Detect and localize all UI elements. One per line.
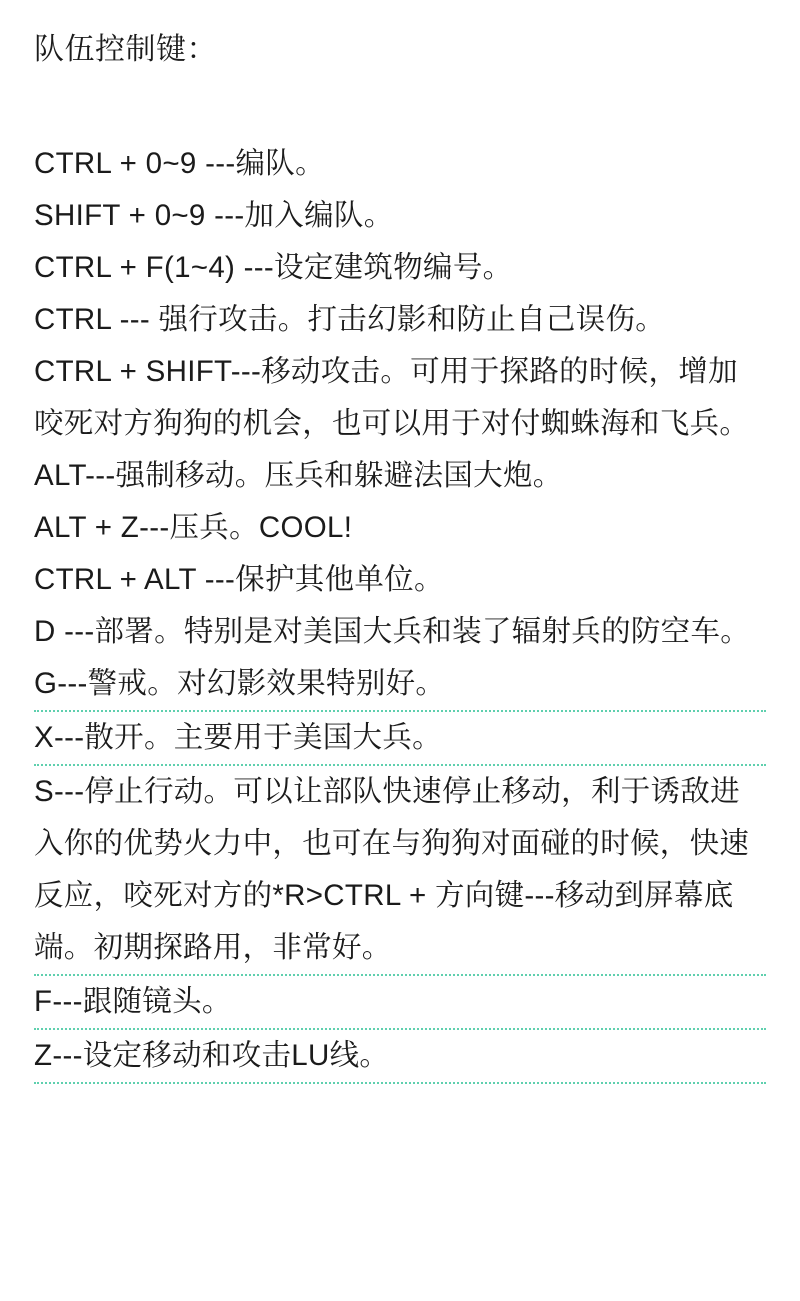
page-title: 队伍控制键： bbox=[34, 33, 217, 66]
list-item: X---散开。主要用于美国大兵。 bbox=[34, 712, 766, 766]
list-item: ALT + Z---压兵。COOL! bbox=[34, 511, 353, 544]
list-item: F---跟随镜头。 bbox=[34, 976, 766, 1030]
list-item: CTRL + SHIFT---移动攻击。可用于探路的时候，增加咬死对方狗狗的机会，也可以用于对付蜘蛛海和飞兵。 bbox=[34, 355, 750, 440]
list-item: CTRL + 0~9 ---编队。 bbox=[34, 147, 325, 180]
list-item: D ---部署。特别是对美国大兵和装了辐射兵的防空车。 bbox=[34, 615, 751, 648]
list-item: S---停止行动。可以让部队快速停止移动，利于诱敌进入你的优势火力中，也可在与狗狗对面碰的时候，快速反应，咬死对方的*R>CTRL + 方向键---移动到屏幕底端。初期探路用，非常好。 bbox=[34, 766, 766, 976]
list-item: Z---设定移动和攻击LU线。 bbox=[34, 1030, 766, 1084]
list-item: CTRL + F(1~4) ---设定建筑物编号。 bbox=[34, 251, 513, 284]
list-item: SHIFT + 0~9 ---加入编队。 bbox=[34, 199, 394, 232]
list-item: G---警戒。对幻影效果特别好。 bbox=[34, 658, 766, 712]
list-item: CTRL --- 强行攻击。打击幻影和防止自己误伤。 bbox=[34, 303, 666, 336]
list-item: CTRL + ALT ---保护其他单位。 bbox=[34, 563, 444, 596]
list-item: ALT---强制移动。压兵和躲避法国大炮。 bbox=[34, 459, 563, 492]
shortcut-list bbox=[34, 138, 766, 1084]
